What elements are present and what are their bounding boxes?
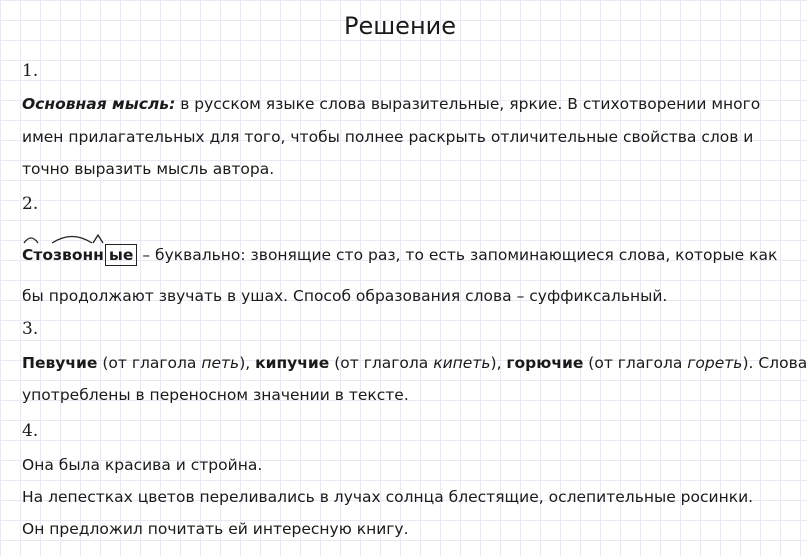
section-4-number: 4.	[22, 421, 39, 441]
morpheme-analysis	[22, 243, 137, 267]
section-4-sentence-1: Она была красива и стройна.	[22, 456, 263, 474]
word-stem: Стозвонн	[22, 246, 104, 264]
section-4-sentence-3: Он предложил почитать ей интересную книгу.	[22, 520, 409, 538]
section-2-number: 2.	[22, 194, 39, 214]
section-1-line-2: имен прилагательных для того, чтобы полнее раскрыть отличительные свойства слов и	[22, 128, 754, 146]
main-idea-label: Основная мысль:	[22, 95, 176, 113]
word-ending-box: ые	[105, 244, 138, 266]
section-2-line-1	[22, 243, 792, 267]
word-pevuchie: Певучие	[22, 354, 98, 372]
section-3-number: 3.	[22, 319, 39, 339]
root-arc-2	[52, 237, 92, 244]
section-3-line-2: употреблены в переносном значении в тексте.	[22, 386, 409, 404]
page-title: Решение	[343, 12, 457, 40]
main-idea-text: в русском языке слова выразительные, яркие. В стихотворении много	[175, 95, 761, 113]
word-goryuchie: горючие	[506, 354, 584, 372]
section-2-text: – буквально: звонящие сто раз, то есть запоминающиеся слова, которые как	[137, 246, 778, 264]
verb-kipet: кипеть	[433, 354, 491, 372]
word-kipuchie: кипучие	[255, 354, 330, 372]
suffix-mark	[93, 235, 103, 243]
verb-pet: петь	[201, 354, 240, 372]
section-1-line-1	[22, 92, 792, 116]
section-1-number: 1.	[22, 61, 39, 81]
section-1-line-3: точно выразить мысль автора.	[22, 160, 275, 178]
section-3-line-1: Певучие (от глагола петь), кипучие (от глагола кипеть), горючие (от глагола гореть). Слова	[22, 354, 807, 372]
verb-goret: гореть	[687, 354, 743, 372]
root-arc-1	[24, 238, 38, 243]
section-2-line-2: бы продолжают звучать в ушах. Способ образования слова – суффиксальный.	[22, 287, 668, 305]
section-4-sentence-2: На лепестках цветов переливались в лучах солнца блестящие, ослепительные росинки.	[22, 488, 754, 506]
morpheme-marks	[22, 231, 134, 245]
